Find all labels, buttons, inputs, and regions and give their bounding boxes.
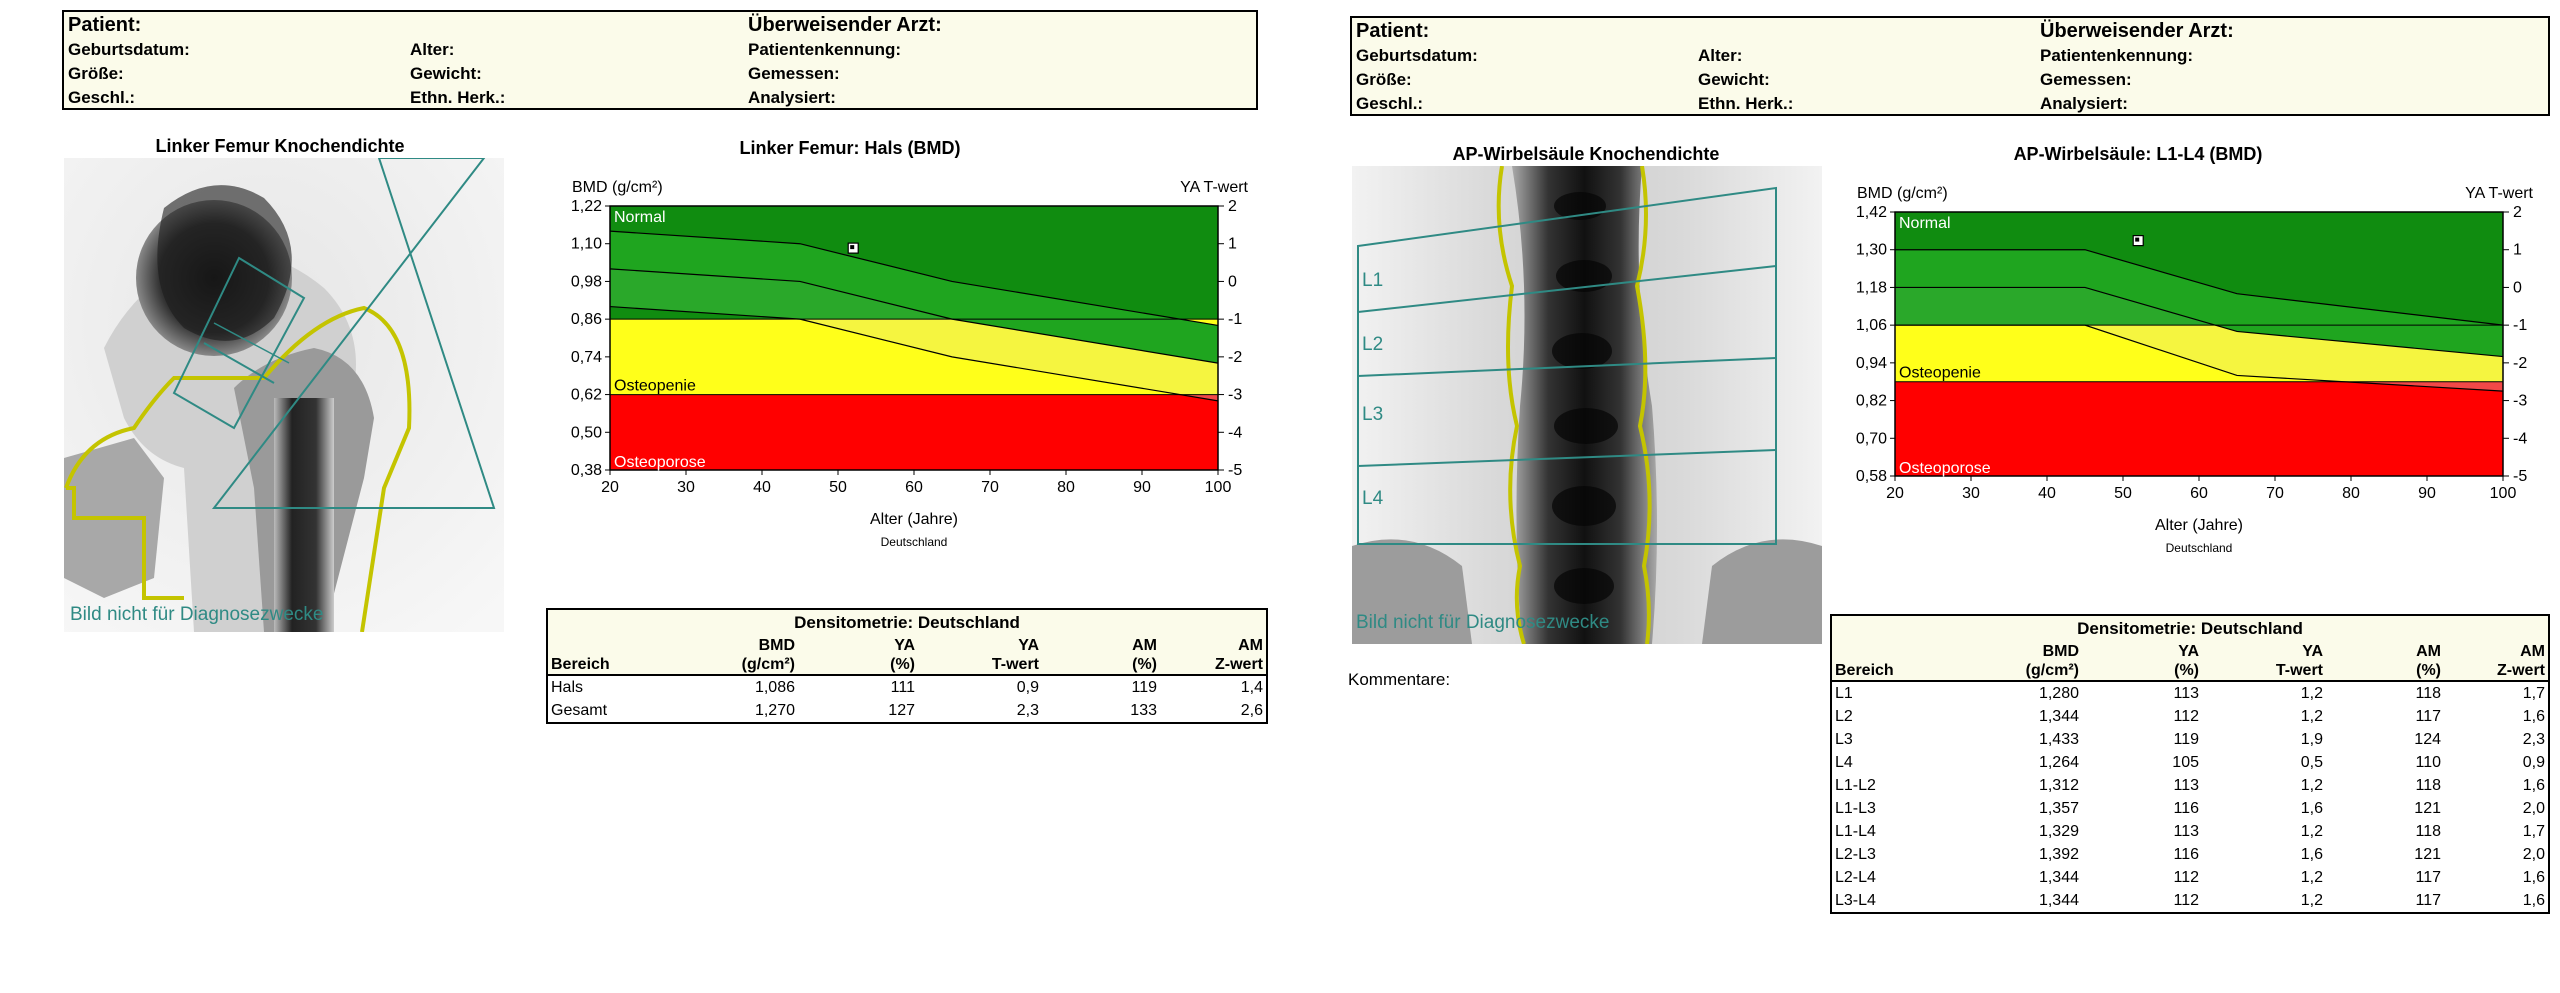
column-header: BMD — [758, 637, 795, 654]
y-tick-label: 0,58 — [1855, 468, 1887, 485]
analyzed-label: Analysiert: — [2040, 94, 2128, 113]
table-cell: 110 — [2415, 754, 2441, 771]
x-tick-label: 50 — [829, 479, 847, 496]
table-cell: 1,6 — [2522, 708, 2545, 725]
table-row — [1832, 728, 2548, 751]
table-cell: 2,6 — [1240, 702, 1263, 719]
table-cell: L2 — [1835, 708, 1853, 725]
x-tick-label: 70 — [981, 479, 999, 496]
x-tick-label: 70 — [2266, 485, 2284, 502]
table-row — [1832, 889, 2548, 912]
table-caption: Densitometrie: Deutschland — [2077, 619, 2303, 638]
t-tick-label: 2 — [2513, 204, 2522, 221]
table-cell: 1,312 — [2038, 777, 2079, 794]
table-caption: Densitometrie: Deutschland — [794, 613, 1020, 632]
table-cell: L1 — [1835, 685, 1853, 702]
age-label: Alter: — [1698, 46, 1743, 65]
t-axis-title: YA T-wert — [1180, 179, 1248, 196]
spine-image-title: AP-Wirbelsäule Knochendichte — [1452, 144, 1720, 164]
table-cell: 1,329 — [2038, 823, 2079, 840]
y-axis-title: BMD (g/cm²) — [1857, 185, 1948, 202]
table-cell: L1-L3 — [1835, 800, 1876, 817]
y-tick-label: 0,62 — [570, 386, 602, 404]
table-cell: L1-L2 — [1835, 777, 1876, 794]
table-cell: 119 — [1131, 679, 1157, 696]
table-cell: 2,0 — [2522, 800, 2545, 817]
table-cell: 121 — [2414, 846, 2441, 863]
age-label: Alter: — [410, 40, 455, 59]
table-cell: 2,0 — [2522, 846, 2545, 863]
table-cell: 0,9 — [1016, 679, 1039, 696]
table-cell: 1,264 — [2038, 754, 2079, 771]
x-tick-label: 100 — [2489, 485, 2517, 502]
t-tick-label: 0 — [2513, 279, 2522, 297]
y-tick-label: 0,94 — [1855, 354, 1887, 372]
table-cell: 1,7 — [2522, 685, 2545, 702]
table-cell: 118 — [2415, 823, 2441, 840]
table-cell: 1,6 — [2522, 777, 2545, 794]
table-cell: 2,3 — [2522, 731, 2545, 748]
x-tick-label: 20 — [601, 479, 619, 496]
table-cell: L3-L4 — [1835, 892, 1876, 909]
column-header: T-wert — [2275, 662, 2323, 679]
table-cell: 117 — [2415, 708, 2441, 725]
patient-header-femur — [62, 10, 1258, 110]
table-cell: 1,2 — [2300, 685, 2323, 702]
table-cell: 119 — [2173, 731, 2199, 748]
t-tick-label: -4 — [2513, 430, 2528, 448]
table-cell: L1-L4 — [1835, 823, 1876, 840]
table-cell: 117 — [2415, 869, 2441, 886]
dob-label: Geburtsdatum: — [1356, 46, 1478, 65]
spine-label-l4: L4 — [1362, 488, 1384, 509]
table-cell: 1,344 — [2038, 869, 2079, 886]
table-cell: 1,2 — [2300, 823, 2323, 840]
x-tick-label: 60 — [2190, 485, 2208, 502]
table-cell: 105 — [2172, 754, 2199, 771]
x-tick-label: 100 — [1204, 479, 1232, 496]
column-header: Z-wert — [1215, 656, 1263, 673]
table-cell: 1,392 — [2038, 846, 2079, 863]
table-cell: 1,433 — [2038, 731, 2079, 748]
x-tick-label: 30 — [1962, 485, 1980, 502]
column-header: (%) — [2174, 662, 2199, 679]
table-row — [1832, 774, 2548, 797]
x-tick-label: 90 — [2418, 485, 2436, 502]
table-cell: 1,6 — [2522, 892, 2545, 909]
table-row — [1832, 682, 2548, 705]
comments-label: Kommentare: — [1348, 670, 1451, 689]
chart-subtitle: Deutschland — [880, 535, 948, 549]
analyzed-label: Analysiert: — [748, 88, 836, 107]
t-tick-label: 0 — [1228, 273, 1237, 291]
table-row — [1832, 797, 2548, 820]
column-header: Bereich — [551, 656, 610, 673]
spine-label-l1: L1 — [1362, 270, 1384, 291]
column-header: (%) — [890, 656, 915, 673]
table-cell: 1,280 — [2038, 685, 2079, 702]
table-cell: 1,4 — [1240, 679, 1263, 696]
column-header: (g/cm²) — [741, 656, 795, 673]
y-tick-label: 1,30 — [1855, 241, 1887, 259]
weight-label: Gewicht: — [1698, 70, 1770, 89]
x-axis-title: Alter (Jahre) — [869, 511, 959, 528]
spine-image-note: Bild nicht für Diagnosezwecke — [1356, 612, 1610, 633]
zone-label-0: Normal — [614, 209, 666, 226]
sex-label: Geschl.: — [1356, 94, 1424, 113]
table-row — [1832, 866, 2548, 889]
zone-label-1: Osteopenie — [1899, 364, 1981, 382]
table-cell: 1,6 — [2300, 846, 2323, 863]
ethnic-label: Ethn. Herk.: — [1698, 94, 1794, 113]
table-cell: 1,270 — [754, 702, 795, 719]
table-header — [1832, 616, 2548, 682]
spine-densitometry-table — [1830, 614, 2550, 914]
y-tick-label: 0,98 — [570, 273, 602, 291]
table-cell: L3 — [1835, 731, 1853, 748]
table-cell: Hals — [551, 679, 584, 696]
spine-label-l3: L3 — [1362, 404, 1384, 425]
t-tick-label: 2 — [1228, 198, 1237, 215]
table-cell: 1,2 — [2300, 892, 2323, 909]
table-cell: 133 — [1130, 702, 1157, 719]
spine-chart-title: AP-Wirbelsäule: L1-L4 (BMD) — [2013, 144, 2263, 164]
table-cell: 1,7 — [2522, 823, 2545, 840]
patient-id-label: Patientenkennung: — [748, 40, 902, 59]
t-tick-label: -1 — [1228, 311, 1243, 329]
table-row — [548, 676, 1266, 699]
zone-label-1: Osteopenie — [614, 377, 696, 395]
y-tick-label: 0,82 — [1855, 392, 1887, 410]
x-tick-label: 40 — [2038, 485, 2056, 502]
table-cell: 1,344 — [2038, 708, 2079, 725]
y-tick-label: 1,06 — [1855, 317, 1887, 335]
femur-image-note: Bild nicht für Diagnosezwecke — [70, 604, 324, 625]
table-cell: 118 — [2415, 777, 2441, 794]
x-tick-label: 20 — [1886, 485, 1904, 502]
physician-label: Überweisender Arzt: — [2040, 20, 2234, 42]
height-label: Größe: — [68, 64, 124, 83]
column-header — [548, 636, 614, 655]
height-label: Größe: — [1356, 70, 1412, 89]
table-cell: 127 — [888, 702, 915, 719]
column-header: YA — [2302, 643, 2323, 660]
weight-label: Gewicht: — [410, 64, 482, 83]
table-cell: 0,5 — [2300, 754, 2323, 771]
spine-label-l2: L2 — [1362, 334, 1384, 355]
femur-bmd-chart — [560, 154, 1260, 564]
y-tick-label: 0,38 — [570, 462, 602, 479]
t-tick-label: 1 — [1228, 235, 1237, 253]
column-header: Bereich — [1835, 662, 1894, 679]
ethnic-label: Ethn. Herk.: — [410, 88, 506, 107]
sex-label: Geschl.: — [68, 88, 136, 107]
column-header: Z-wert — [2497, 662, 2545, 679]
x-tick-label: 80 — [1057, 479, 1075, 496]
column-header — [1832, 642, 1898, 661]
t-tick-label: -2 — [2513, 354, 2528, 372]
table-cell: 1,357 — [2038, 800, 2079, 817]
x-axis-title: Alter (Jahre) — [2154, 517, 2244, 534]
column-header: AM — [2416, 643, 2441, 660]
table-cell: 112 — [2173, 708, 2199, 725]
x-tick-label: 60 — [905, 479, 923, 496]
y-tick-label: 1,18 — [1855, 279, 1887, 297]
physician-label: Überweisender Arzt: — [748, 14, 942, 36]
patient-label: Patient: — [68, 14, 142, 36]
column-header: (g/cm²) — [2025, 662, 2079, 679]
y-tick-label: 0,86 — [570, 311, 602, 329]
table-cell: 116 — [2173, 846, 2199, 863]
spine-scan-image — [1352, 166, 1822, 644]
y-tick-label: 1,22 — [570, 198, 602, 215]
column-header: T-wert — [991, 656, 1039, 673]
table-cell: 112 — [2173, 892, 2199, 909]
table-cell: 2,3 — [1016, 702, 1039, 719]
femur-scan-image — [64, 158, 504, 632]
table-row — [1832, 751, 2548, 774]
table-cell: 124 — [2414, 731, 2441, 748]
t-tick-label: -1 — [2513, 317, 2528, 335]
spine-bmd-chart — [1845, 160, 2545, 570]
zone-label-2: Osteoporose — [614, 454, 706, 471]
x-tick-label: 90 — [1133, 479, 1151, 496]
table-cell: 1,6 — [2300, 800, 2323, 817]
column-header: AM — [2520, 643, 2545, 660]
table-cell: 1,344 — [2038, 892, 2079, 909]
x-tick-label: 80 — [2342, 485, 2360, 502]
t-tick-label: -2 — [1228, 348, 1243, 366]
table-cell: 117 — [2415, 892, 2441, 909]
column-header: BMD — [2042, 643, 2079, 660]
table-cell: 1,2 — [2300, 777, 2323, 794]
x-tick-label: 30 — [677, 479, 695, 496]
femur-image-title: Linker Femur Knochendichte — [155, 136, 405, 156]
column-header: YA — [894, 637, 915, 654]
table-cell: 1,9 — [2300, 731, 2323, 748]
t-tick-label: -5 — [2513, 468, 2528, 485]
table-cell: 1,086 — [754, 679, 795, 696]
y-tick-label: 1,10 — [570, 235, 602, 253]
table-cell: 111 — [890, 679, 915, 696]
t-tick-label: 1 — [2513, 241, 2522, 259]
table-cell: 1,6 — [2522, 869, 2545, 886]
table-cell: 1,2 — [2300, 869, 2323, 886]
x-tick-label: 50 — [2114, 485, 2132, 502]
table-cell: 121 — [2414, 800, 2441, 817]
t-tick-label: -3 — [2513, 392, 2528, 410]
femur-densitometry-table — [546, 608, 1268, 724]
column-header: YA — [2178, 643, 2199, 660]
table-cell: L4 — [1835, 754, 1853, 771]
femur-chart-title: Linker Femur: Hals (BMD) — [739, 138, 961, 158]
column-header: (%) — [1132, 656, 1157, 673]
table-row — [1832, 705, 2548, 728]
y-tick-label: 0,74 — [570, 348, 602, 366]
patient-id-label: Patientenkennung: — [2040, 46, 2194, 65]
column-header: (%) — [2416, 662, 2441, 679]
patient-marker-dot — [2135, 238, 2139, 242]
zone-label-0: Normal — [1899, 215, 1951, 232]
table-cell: 1,2 — [2300, 708, 2323, 725]
t-tick-label: -4 — [1228, 424, 1243, 442]
t-axis-title: YA T-wert — [2465, 185, 2533, 202]
table-cell: L2-L4 — [1835, 869, 1876, 886]
y-tick-label: 0,70 — [1855, 430, 1887, 448]
table-cell: 112 — [2173, 869, 2199, 886]
table-cell: 113 — [2173, 685, 2199, 702]
chart-subtitle: Deutschland — [2165, 541, 2233, 555]
zone-label-2: Osteoporose — [1899, 460, 1991, 477]
table-cell: L2-L3 — [1835, 846, 1876, 863]
table-row — [548, 699, 1266, 722]
t-tick-label: -3 — [1228, 386, 1243, 404]
table-cell: 0,9 — [2522, 754, 2545, 771]
t-tick-label: -5 — [1228, 462, 1243, 479]
dob-label: Geburtsdatum: — [68, 40, 190, 59]
patient-marker-dot — [850, 245, 854, 249]
y-tick-label: 0,50 — [570, 424, 602, 442]
table-cell: Gesamt — [551, 702, 608, 719]
column-header: YA — [1018, 637, 1039, 654]
patient-label: Patient: — [1356, 20, 1430, 42]
column-header: AM — [1238, 637, 1263, 654]
y-axis-title: BMD (g/cm²) — [572, 179, 663, 196]
y-tick-label: 1,42 — [1855, 204, 1887, 221]
table-row — [1832, 843, 2548, 866]
column-header: AM — [1132, 637, 1157, 654]
table-row — [1832, 820, 2548, 843]
table-cell: 116 — [2173, 800, 2199, 817]
measured-label: Gemessen: — [2040, 70, 2132, 89]
table-cell: 118 — [2415, 685, 2441, 702]
table-cell: 113 — [2173, 823, 2199, 840]
patient-header-spine — [1350, 16, 2550, 116]
x-tick-label: 40 — [753, 479, 771, 496]
measured-label: Gemessen: — [748, 64, 840, 83]
table-cell: 113 — [2173, 777, 2199, 794]
table-header — [548, 610, 1266, 676]
